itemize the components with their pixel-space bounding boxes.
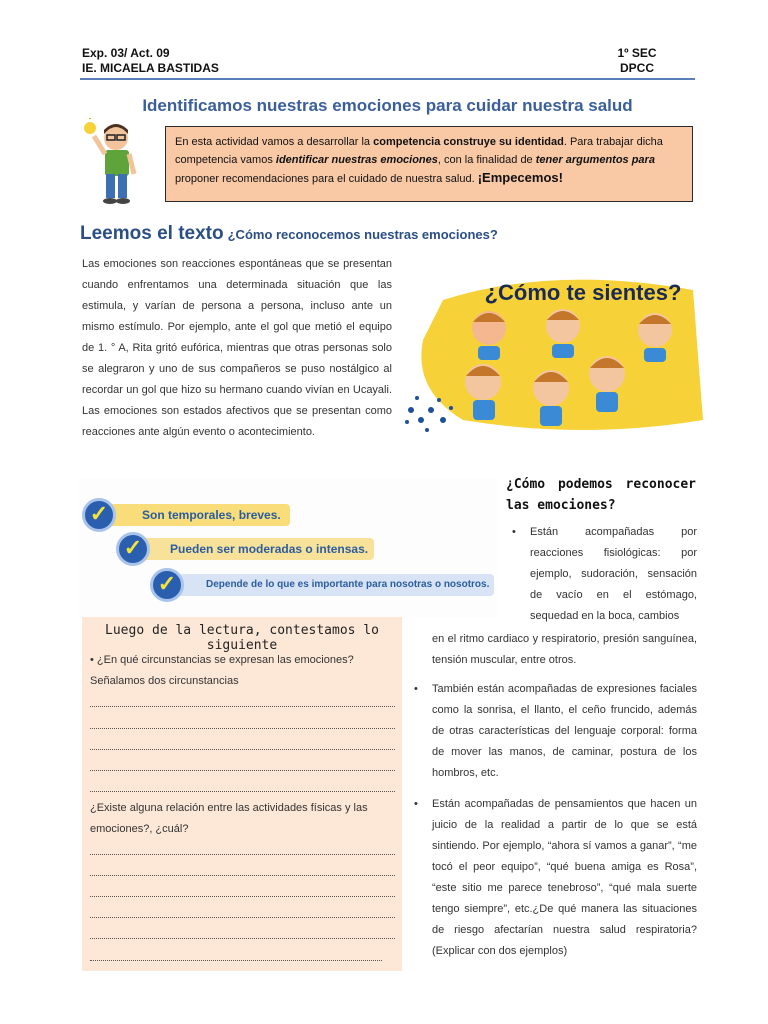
recognize-bullet-3: Están acompañadas de pensamientos que hacen un juicio de la realidad a partir de lo que se está sintiendo. Por ejemplo, “ahora sí vamos a ganar”, “me tocó el peor equipo”, “qué buena amiga es Rosa”, “este sitio me parece tenebroso”, “qué mala suerte tengo siempre”, etc.¿De qué manera las situaciones de riesgo afectarían nuestra salud respiratoria? (Explicar con dos ejemplos) bbox=[432, 798, 697, 957]
section-heading bbox=[80, 223, 498, 245]
intro-text-4: proponer recomendaciones para el cuidado de nuestra salud. bbox=[175, 173, 478, 185]
header-course: DPCC bbox=[619, 61, 654, 75]
check-icon: ✓ bbox=[150, 568, 184, 602]
questions-title: Luego de la lectura, contestamos lo siguiente bbox=[105, 623, 379, 653]
answer-line[interactable] bbox=[90, 895, 395, 897]
pill-depende: Depende de lo que es importante para nosotras o nosotros. bbox=[166, 574, 494, 596]
intro-text-1: En esta actividad vamos a desarrollar la bbox=[175, 136, 374, 148]
emotions-illustration bbox=[403, 270, 703, 438]
answer-line[interactable] bbox=[90, 727, 395, 729]
answer-line[interactable] bbox=[90, 959, 382, 961]
intro-text-2: . Para trabajar dicha competencia vamos bbox=[175, 136, 663, 166]
answer-line[interactable] bbox=[90, 790, 395, 792]
image-title: ¿Cómo te sientes? bbox=[484, 280, 682, 305]
intro-box bbox=[165, 126, 693, 202]
recognize-title: ¿Cómo podemos reconocer las emociones? bbox=[506, 477, 696, 513]
bullet-dot: • bbox=[414, 683, 418, 695]
bullet-dot: • bbox=[512, 526, 516, 538]
recognize-bullet-1: Están acompañadas por reacciones fisiológicas: por ejemplo, sudoración, sensación de vacío en el estómago, sequedad en la boca, cambios bbox=[530, 526, 697, 622]
check-icon: ✓ bbox=[116, 532, 150, 566]
header-exp: Exp. 03/ Act. 09 bbox=[82, 46, 170, 60]
answer-line[interactable] bbox=[90, 853, 395, 855]
intro-empecemos: ¡Empecemos! bbox=[477, 170, 563, 185]
section-subheading: ¿Cómo reconocemos nuestras emociones? bbox=[227, 227, 498, 242]
recognize-bullet-1-cont: en el ritmo cardiaco y respiratorio, presión sanguínea, tensión muscular, entre otros. bbox=[432, 633, 697, 666]
header-right bbox=[612, 46, 662, 76]
main-paragraph: Las emociones son reacciones espontáneas que se presentan cuando enfrentamos una determinada situación que las estimula, y varían de persona a persona, incluso ante un mismo estímulo. Por ejemplo, ante el gol que metió el equipo de 1. ° A, Rita gritó eufórica, mientras que otras personas solo se alegraron y uno de sus compañeros se puso nostálgico al recordar un gol que hizo su hermano cuando vivían en Ucayali. Las emociones son estados afectivos que se presentan como reacciones ante algún evento o acontecimiento. bbox=[82, 258, 392, 438]
header-grade: 1º SEC bbox=[617, 46, 657, 60]
intro-text-3: , con la finalidad de bbox=[437, 154, 536, 166]
question-2: ¿Existe alguna relación entre las actividades físicas y las emociones?, ¿cuál? bbox=[90, 802, 368, 835]
page-title: Identificamos nuestras emociones para cuidar nuestra salud bbox=[142, 96, 633, 115]
boy-illustration bbox=[78, 118, 158, 206]
answer-line[interactable] bbox=[90, 916, 395, 918]
header-left bbox=[82, 46, 219, 76]
answer-line[interactable] bbox=[90, 769, 395, 771]
answer-line[interactable] bbox=[90, 705, 395, 707]
intro-competencia: competencia construye su identidad bbox=[373, 136, 564, 148]
header-school: IE. MICAELA BASTIDAS bbox=[82, 61, 219, 75]
intro-emphasis-2: tener argumentos para bbox=[535, 154, 655, 166]
characteristics-graphic bbox=[78, 478, 498, 618]
check-icon: ✓ bbox=[82, 498, 116, 532]
bullet-dot: • bbox=[414, 798, 418, 810]
pill-moderadas: Pueden ser moderadas o intensas. bbox=[130, 538, 374, 560]
question-1: • ¿En qué circunstancias se expresan las emociones? Señalamos dos circunstancias bbox=[90, 654, 354, 687]
questions-box bbox=[82, 617, 402, 971]
header-divider bbox=[80, 78, 695, 80]
recognize-bullet-2: También están acompañadas de expresiones faciales como la sonrisa, el llanto, el ceño fruncido, además de otras características del lenguaje corporal: forma de mover las manos, de caminar, postura de los hombros, etc. bbox=[432, 683, 697, 779]
intro-emphasis-1: identificar nuestras emociones bbox=[275, 154, 438, 166]
answer-line[interactable] bbox=[90, 874, 395, 876]
answer-line[interactable] bbox=[90, 937, 395, 939]
pill-temporales: Son temporales, breves. bbox=[102, 504, 290, 526]
section-heading-text: Leemos el texto bbox=[80, 223, 224, 244]
answer-line[interactable] bbox=[90, 748, 395, 750]
